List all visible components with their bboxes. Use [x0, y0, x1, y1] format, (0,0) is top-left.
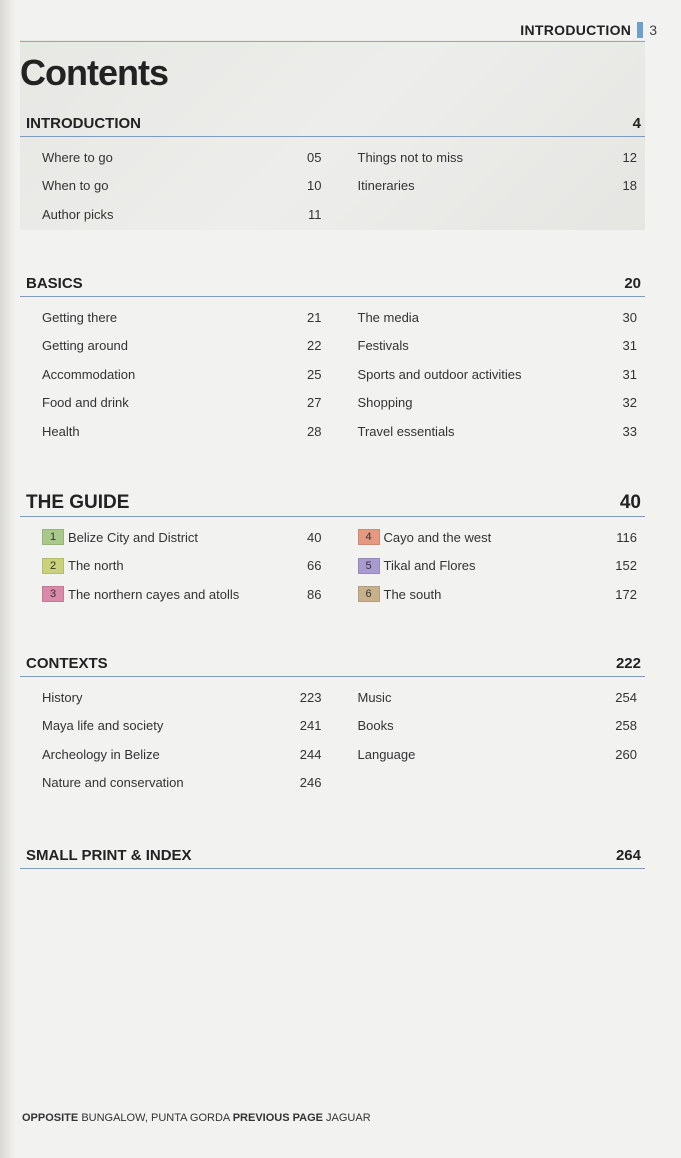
toc-entry-page: 30: [622, 309, 637, 325]
toc-entry-label-group: [42, 338, 128, 353]
toc-entry[interactable]: [42, 769, 322, 798]
toc-entry[interactable]: [42, 389, 322, 418]
toc-entry-page: 244: [299, 746, 322, 762]
toc-entry[interactable]: [42, 523, 322, 552]
toc-entry-label-group: [358, 424, 455, 439]
toc-entry-label: Things not to miss: [357, 149, 463, 165]
toc-entry[interactable]: [42, 360, 322, 389]
section-page-number: 40: [619, 492, 641, 513]
toc-entry-label: Where to go: [42, 149, 113, 165]
toc-entry-label-group: [42, 690, 82, 705]
toc-entry-label-group: [42, 310, 117, 325]
toc-entry-label-group: [42, 747, 160, 762]
toc-entry-label-group: [358, 178, 415, 193]
toc-entry-label-group: [358, 558, 476, 574]
opposite-label: OPPOSITE: [22, 1112, 79, 1124]
toc-entry-label: Sports and outdoor activities: [357, 366, 522, 382]
toc-entry-page: 18: [622, 178, 637, 194]
toc-entry[interactable]: [358, 552, 638, 581]
header-rule: [20, 41, 645, 42]
toc-entry-label: Health: [42, 423, 80, 439]
toc-entry-page: 260: [615, 746, 637, 762]
toc-entry[interactable]: [358, 389, 638, 418]
toc-entry[interactable]: [42, 417, 322, 446]
section-title: THE GUIDE: [26, 492, 130, 513]
running-head-section: INTRODUCTION: [520, 22, 632, 38]
toc-entry-label: Music: [357, 689, 392, 705]
toc-entry-label-group: [358, 150, 464, 165]
toc-entry[interactable]: [42, 580, 322, 609]
toc-entry-page: 31: [622, 338, 637, 354]
toc-entry[interactable]: [42, 740, 322, 769]
toc-entry-page: 11: [308, 206, 322, 222]
toc-entry[interactable]: [358, 712, 638, 741]
toc-entry[interactable]: [42, 712, 322, 741]
toc-entry-page: 152: [615, 558, 637, 574]
toc-entry-label-group: [358, 395, 413, 410]
section-page-number: 264: [615, 846, 641, 864]
toc-entry-page: 21: [307, 309, 322, 325]
toc-entry-label-group: [42, 150, 113, 165]
empty-cell: [358, 200, 638, 229]
toc-entry-page: 172: [615, 586, 637, 602]
toc-entry[interactable]: [42, 552, 322, 581]
toc-entry-label: Tikal and Flores: [383, 558, 476, 574]
opposite-caption: BUNGALOW, PUNTA GORDA: [81, 1112, 230, 1124]
running-head: [520, 20, 657, 40]
toc-entry-label-group: [42, 775, 184, 790]
toc-entry-page: 66: [307, 558, 322, 574]
section-entries: [20, 677, 645, 797]
toc-entry-label: Itineraries: [357, 178, 415, 194]
toc-entry-page: 241: [299, 718, 322, 734]
toc-entry-label-group: [358, 718, 394, 733]
toc-entry-label: Author picks: [42, 206, 114, 222]
toc-entry-label: Cayo and the west: [383, 529, 492, 545]
toc-entry[interactable]: [358, 740, 638, 769]
section-the-guide: [20, 490, 645, 609]
section-entries: [20, 137, 645, 229]
section-heading[interactable]: [20, 490, 645, 517]
page-title: Contents: [20, 52, 168, 93]
section-page-number: 222: [615, 654, 641, 672]
toc-entry-page: 31: [622, 366, 637, 382]
toc-entry-label: Food and drink: [42, 395, 129, 411]
toc-entry-label: Accommodation: [42, 366, 136, 382]
toc-entry-label: Maya life and society: [42, 718, 164, 734]
toc-entry-label-group: [42, 207, 114, 222]
section-title: INTRODUCTION: [26, 114, 141, 132]
toc-entry-page: 254: [615, 689, 637, 705]
toc-entry-label: Getting around: [42, 338, 129, 354]
running-head-page-number: 3: [649, 22, 657, 38]
toc-entry-label: Books: [357, 718, 394, 734]
toc-entry-page: 12: [622, 149, 637, 165]
toc-entry[interactable]: [358, 417, 638, 446]
toc-entry-label: The south: [383, 586, 442, 602]
toc-entry-label: Getting there: [42, 309, 118, 325]
toc-entry-page: 27: [307, 395, 322, 411]
previous-page-label: PREVIOUS PAGE: [232, 1112, 323, 1124]
section-entries: [20, 517, 645, 609]
section-heading[interactable]: [20, 270, 645, 297]
toc-entry-label: Archeology in Belize: [42, 746, 160, 762]
toc-entry-page: 223: [299, 689, 322, 705]
toc-entry-label-group: [42, 178, 109, 193]
page-edge-shadow: [0, 0, 16, 1158]
toc-entry-page: 05: [307, 149, 322, 165]
toc-entry[interactable]: [358, 683, 638, 712]
toc-entry-label-group: [42, 529, 198, 545]
toc-entry-label: Shopping: [357, 395, 413, 411]
toc-entry-label-group: [358, 529, 492, 545]
toc-entry[interactable]: [42, 172, 322, 201]
chapter-number-badge: 6: [358, 586, 380, 602]
toc-entry-page: 22: [307, 338, 322, 354]
toc-entry-page: 10: [307, 178, 322, 194]
toc-entry-label-group: [358, 310, 419, 325]
toc-entry-label: The northern cayes and atolls: [68, 586, 240, 602]
section-title: BASICS: [26, 274, 83, 292]
toc-entry[interactable]: [42, 303, 322, 332]
toc-entry-page: 33: [622, 423, 637, 439]
section-title: CONTEXTS: [26, 654, 108, 672]
chapter-number-badge: 3: [42, 586, 64, 602]
toc-entry-label: Nature and conservation: [42, 775, 184, 791]
toc-entry-label: Belize City and District: [68, 529, 199, 545]
toc-entry[interactable]: [42, 200, 322, 229]
toc-entry-label-group: [358, 367, 522, 382]
toc-entry-label: When to go: [42, 178, 109, 194]
section-heading[interactable]: [20, 110, 645, 137]
section-title: SMALL PRINT & INDEX: [26, 846, 192, 864]
toc-entry[interactable]: [358, 580, 638, 609]
toc-entry-label-group: [358, 586, 442, 602]
section-page-number: 4: [632, 114, 641, 132]
section-page-number: 20: [624, 274, 641, 292]
toc-entry-label-group: [42, 718, 163, 733]
toc-entry[interactable]: [358, 332, 638, 361]
toc-entry-label-group: [358, 747, 416, 762]
toc-entry-page: 258: [615, 718, 637, 734]
section-entries: [20, 297, 645, 446]
section-introduction: [20, 110, 645, 229]
toc-entry-page: 246: [299, 775, 322, 791]
toc-entry-label-group: [358, 338, 409, 353]
toc-entry-label: The north: [68, 558, 124, 574]
toc-entry-label: Festivals: [357, 338, 409, 354]
toc-entry-label-group: [42, 424, 80, 439]
toc-entry-page: 40: [307, 529, 322, 545]
toc-entry-page: 28: [307, 423, 322, 439]
running-head-accent-bar: [637, 22, 643, 38]
section-heading[interactable]: [20, 650, 645, 677]
toc-entry[interactable]: [358, 303, 638, 332]
toc-entry-page: 32: [622, 395, 637, 411]
chapter-number-badge: 4: [358, 529, 380, 545]
toc-entry-page: 116: [616, 529, 637, 545]
previous-page-caption: JAGUAR: [326, 1112, 371, 1124]
toc-entry-label: The media: [357, 309, 419, 325]
photo-credits-footer: [22, 1112, 371, 1124]
toc-entry-label-group: [42, 395, 129, 410]
toc-entry-label-group: [42, 367, 135, 382]
toc-entry[interactable]: [358, 172, 638, 201]
toc-entry-label-group: [42, 558, 124, 574]
section-heading[interactable]: [20, 842, 645, 869]
toc-entry-page: 25: [307, 366, 322, 382]
toc-entry[interactable]: [358, 360, 638, 389]
section-basics: [20, 270, 645, 446]
toc-entry[interactable]: [358, 143, 638, 172]
section-contexts: [20, 650, 645, 797]
toc-entry-label-group: [358, 690, 392, 705]
empty-cell: [358, 769, 638, 798]
toc-entry[interactable]: [42, 683, 322, 712]
chapter-number-badge: 2: [42, 558, 64, 574]
chapter-number-badge: 1: [42, 529, 64, 545]
toc-entry-label: Language: [357, 746, 416, 762]
toc-entry-label: Travel essentials: [357, 423, 455, 439]
toc-entry-page: 86: [307, 586, 322, 602]
toc-entry[interactable]: [42, 143, 322, 172]
toc-entry-label: History: [42, 689, 83, 705]
toc-entry-label-group: [42, 586, 239, 602]
section-small-print-index: [20, 842, 645, 869]
toc-entry[interactable]: [42, 332, 322, 361]
chapter-number-badge: 5: [358, 558, 380, 574]
toc-entry[interactable]: [358, 523, 638, 552]
